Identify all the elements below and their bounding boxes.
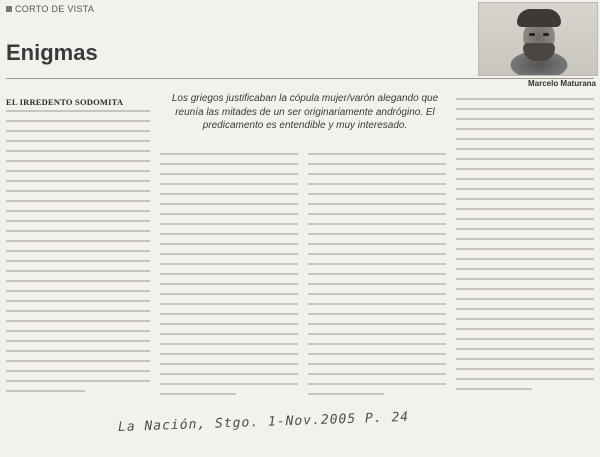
column-subhead: EL IRREDENTO SODOMITA: [6, 97, 124, 107]
handwritten-source-note: La Nación, Stgo. 1-Nov.2005 P. 24: [117, 409, 410, 435]
article-column-2: [160, 153, 298, 397]
author-photo: [478, 2, 598, 76]
header-rule: [6, 78, 594, 79]
article-title: Enigmas: [6, 40, 98, 65]
section-square-icon: [6, 6, 12, 12]
article-column-1: [6, 110, 150, 397]
article-column-3: [308, 153, 446, 397]
author-name: Marcelo Maturana: [527, 79, 596, 88]
pull-quote: Los griegos justificaban la cópula mujer/varón alegando que reunía las mitades de un ser originariamente andrógino. El predicamento es entendible y muy interesado.: [171, 93, 439, 131]
section-label: CORTO DE VISTA: [6, 4, 94, 14]
article-column-4: [456, 98, 594, 397]
